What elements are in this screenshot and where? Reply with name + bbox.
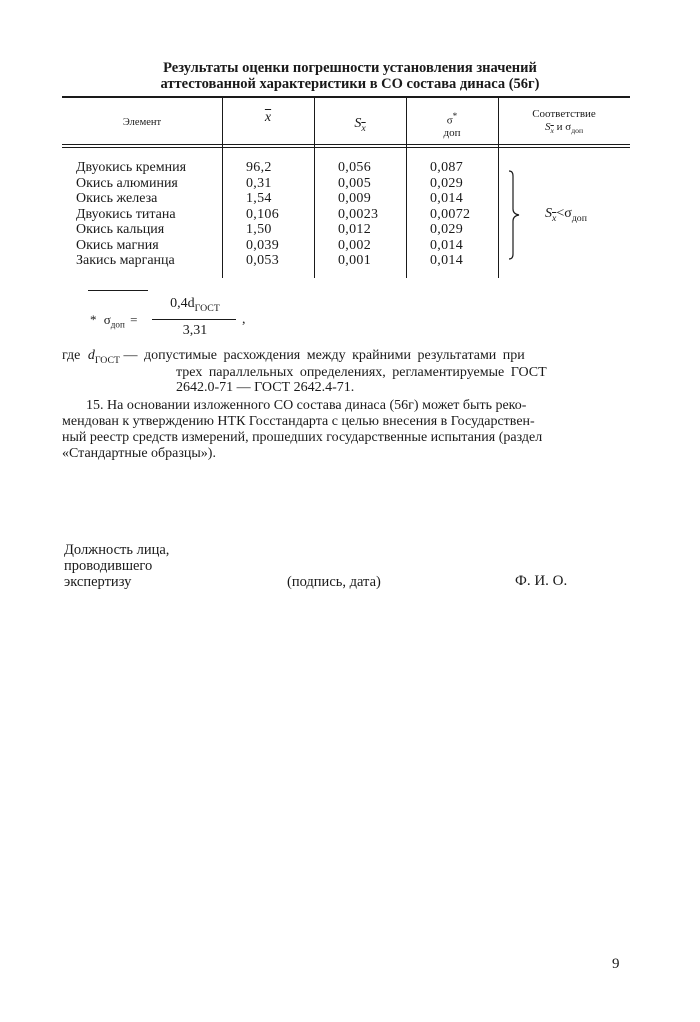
signature-name: Ф. И. О. [515,573,568,589]
table-row-6-element: Окись магния [76,237,159,253]
header-sx [314,116,406,134]
column-sigma [430,160,470,269]
footnote-sigma: σ [103,312,111,327]
table-row-2-mean: 0,31 [246,175,272,191]
signature-sign-date: (подпись, дата) [287,574,381,590]
paragraph-15-line4: «Стандартные образцы»). [62,446,216,461]
signature-position-line3: экспертизу [64,574,132,590]
footnote-numerator-sub: ГОСТ [194,302,220,314]
right-brace-icon [507,170,521,260]
table-row-1-mean: 96,2 [246,160,272,175]
footnote-denominator: 3,31 [182,323,208,338]
header-sx-sub: x [361,122,366,134]
table-row-7-sx: 0,001 [338,253,371,268]
table-title [100,60,600,92]
where-symbol-sub: ГОСТ [94,354,121,366]
footnote-fraction-bar [152,319,236,320]
table-row-6-sigma: 0,014 [430,237,463,253]
header-match-line1: Соответствие [532,108,596,120]
header-match-s: S [544,121,551,133]
table-row-1-sx: 0,056 [338,160,371,175]
paragraph-15-line1: 15. На основании изложенного СО состава динаса (56г) может быть реко- [86,398,527,413]
header-mean-symbol: $\overline{x}$ [264,110,272,125]
table-title-line1: Результаты оценки погрешности установления значений [163,60,537,76]
header-element: Элемент [122,117,162,128]
table-row-3-sigma: 0,014 [430,191,463,206]
paragraph-15 [62,398,642,462]
column-sx [338,160,378,269]
column-element [76,160,186,269]
header-sigma-sub: доп [443,126,461,139]
condition-formula [545,206,587,224]
table-row-6-sx: 0,002 [338,237,371,253]
table-row-4-sx: 0,0023 [338,206,379,222]
page-number: 9 [612,956,620,972]
table-row-5-sigma: 0,029 [430,222,463,237]
where-text-1: — допустимые расхождения между крайними результатами при [123,348,525,363]
footnote-lhs [90,312,137,330]
table-row-1-element: Двуокись кремния [76,160,187,175]
table-header-rule-1 [62,144,630,145]
signature-position-line1: Должность лица, [64,542,170,558]
footnote-star: * [90,312,97,327]
table-row-5-sx: 0,012 [338,222,371,237]
footnote-numerator [150,296,240,314]
where-line2: трех параллельных определениях, регламентируемые ГОСТ [176,365,547,380]
table-row-3-sx: 0,009 [338,191,371,206]
condition-rel: <σ [556,206,572,221]
table-row-3-mean: 1,54 [246,191,272,206]
column-mean [246,160,279,269]
header-sx-symbol: S [354,116,362,131]
table-row-7-sigma: 0,014 [430,253,463,268]
footnote-rule [88,290,148,291]
header-match-s-sub: x [550,126,554,136]
paragraph-15-line3: ный реестр средств измерений, прошедших государственные испытания (раздел [62,430,543,445]
table-row-4-mean: 0,106 [246,206,279,222]
footnote-comma: , [242,312,246,327]
table-row-7-element: Закись марганца [76,253,175,268]
signature-position [64,542,169,590]
condition-s-sub: x [552,212,557,224]
table-title-line2: аттестованной характеристики в СО состава динаса (56г) [160,76,540,92]
table-row-2-element: Окись алюминия [76,175,178,191]
condition-s: S [545,206,552,221]
where-line3: 2642.0-71 — ГОСТ 2642.4-71. [176,380,355,395]
footnote-eq: = [130,312,138,327]
table-row-2-sigma: 0,029 [430,175,463,191]
where-prefix: где [62,348,81,363]
footnote-numerator-text: 0,4d [170,296,195,311]
header-sigma [406,110,498,139]
table-row-3-element: Окись железа [76,191,158,206]
table-row-2-sx: 0,005 [338,175,371,191]
header-match-and: и σ [556,121,572,133]
table-row-4-element: Двуокись титана [76,206,176,222]
table-row-7-mean: 0,053 [246,253,279,268]
header-sigma-symbol: σ [446,114,453,127]
signature-position-line2: проводившего [64,558,153,574]
header-match [498,108,630,137]
header-mean [222,110,314,126]
header-match-sub: доп [571,126,584,136]
condition-sub: доп [571,212,587,224]
footnote-sigma-sub: доп [110,319,125,330]
header-sigma-star: * [452,111,458,121]
table-top-rule [62,96,630,98]
table-row-4-sigma: 0,0072 [430,206,471,222]
where-symbol: d [87,348,95,363]
table-row-5-mean: 1,50 [246,222,272,237]
table-row-5-element: Окись кальция [76,222,165,237]
paragraph-15-line2: мендован к утверждению НТК Госстандарта с целью внесения в Государствен- [62,414,535,429]
table-header-rule-2 [62,147,630,148]
table-row-6-mean: 0,039 [246,237,279,253]
table-row-1-sigma: 0,087 [430,160,463,175]
